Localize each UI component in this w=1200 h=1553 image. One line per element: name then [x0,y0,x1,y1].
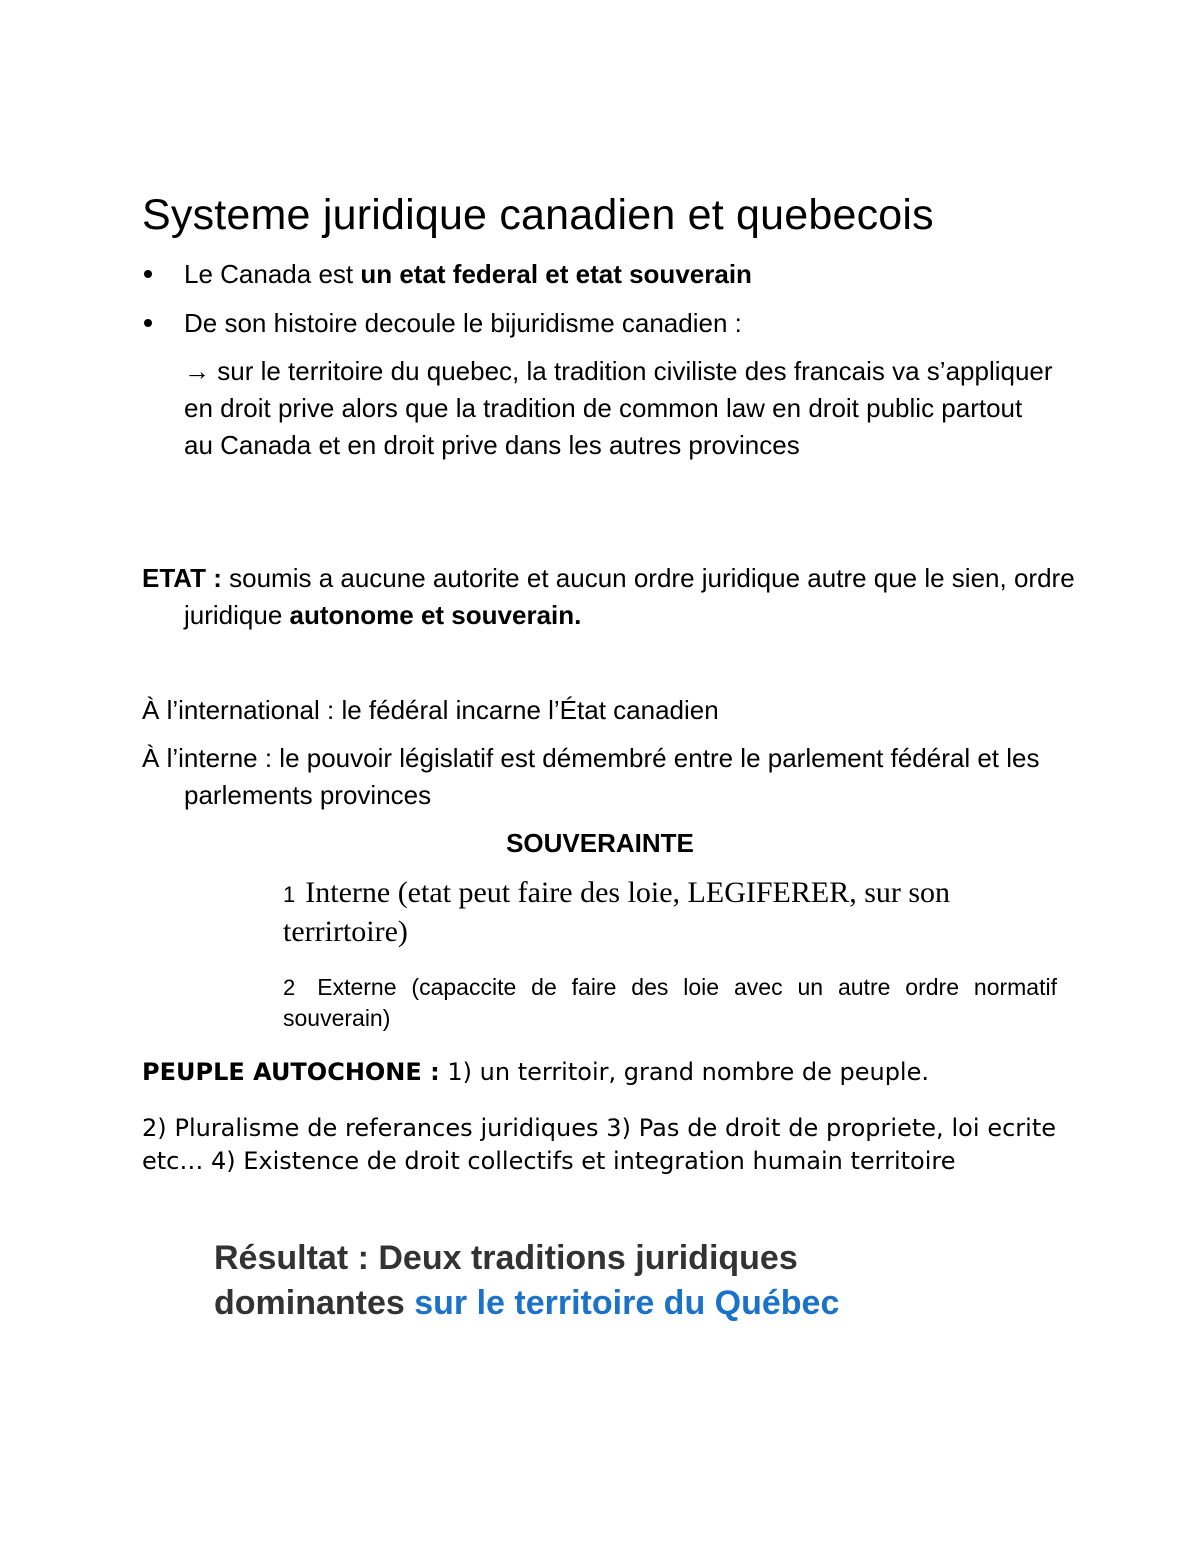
souverainte-item-1 [283,874,1043,950]
souverainte-item-2 [283,972,1057,1034]
arrow-right-icon: → [184,356,210,386]
etat-bold-end: autonome et souverain. [289,600,582,630]
arrow-paragraph-text: sur le territoire du quebec, la tradition civiliste des francais va s’appliquer en droit prive alors que la tradition de common law en droit public partout au Canada et en droit prive dans les autres provinces [184,356,1053,460]
peuple-label: PEUPLE AUTOCHONE : [142,1058,440,1086]
result-text: Résultat : Deux traditions juridiques dominantes [214,1239,798,1322]
item-number: 1 [283,882,296,907]
international-line: À l’international : le fédéral incarne l’État canadien [142,695,719,725]
document-title: Systeme juridique canadien et quebecois [142,191,934,239]
etat-text: soumis a aucune autorite et aucun ordre juridique autre que le sien, ordre juridique [184,563,1075,630]
souverainte-heading: SOUVERAINTE [506,828,694,858]
result-highlight: sur le territoire du Québec [414,1284,840,1322]
etat-label: ETAT : [142,563,222,593]
arrow-paragraph [184,353,1054,464]
result-statement [214,1236,974,1326]
peuple-paragraph: 2) Pluralisme de referances juridiques 3) Pas de droit de propriete, loi ecrite etc… 4) Existence de droit collectifs et integration humain territoire [142,1114,1056,1175]
interne-paragraph: À l’interne : le pouvoir législatif est démembré entre le parlement fédéral et les parlements provinces [142,743,1040,810]
bullet-plain-text: Le Canada est [184,259,361,289]
item-text: Externe (capaccite de faire des loie avec un autre ordre normatif souverain) [283,974,1057,1031]
bullet-dot [144,319,152,327]
bullet-item-canada [184,256,752,293]
bullet-bold-text: un etat federal et etat souverain [360,259,752,289]
peuple-line-1 [142,1056,929,1089]
item-text: Interne (etat peut faire des loie, LEGIFERER, sur son terrirtoire) [283,876,951,948]
item-number: 2 [283,975,296,1000]
peuple-line-1-text: 1) un territoir, grand nombre de peuple. [439,1058,929,1086]
etat-definition [142,560,1104,634]
bullet-item-histoire: De son histoire decoule le bijuridisme canadien : [184,308,742,338]
bullet-dot [144,270,152,278]
